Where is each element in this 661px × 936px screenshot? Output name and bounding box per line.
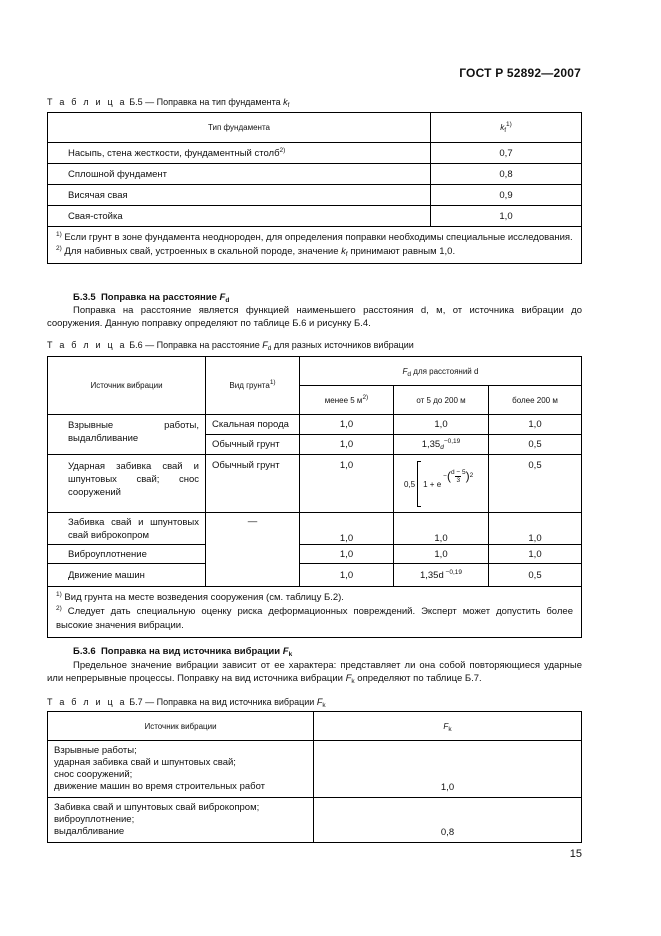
page-number: 15: [569, 848, 582, 860]
table-header: Источник вибрации: [48, 357, 206, 415]
table-row: Ударная забивка свай и шпунтовых свай; снос сооружений Обычный грунт 1,0 0,5 1 + e − ( d − 5 3 ) 2 0,5: [48, 455, 582, 513]
note-1: $^{1)}$ Вид грунта на месте возведения сооружения (см. таблицу Б.2).: [56, 591, 344, 603]
note-1: $^{1)}$ Если грунт в зоне фундамента неоднороден, для определения поправки необходимы специальные исследования.: [56, 231, 573, 243]
table-header: $k_f^{1)}$: [431, 113, 582, 143]
table-header: менее 5 $м^{2)}$: [300, 386, 394, 415]
distance-formula: 0,5 1 + e − ( d − 5 3 ) 2: [404, 459, 486, 509]
table-header: Источник вибрации: [48, 712, 314, 741]
table-row: Движение машин 1,0 1,35d $^{-0,19}$ 0,5: [48, 564, 582, 587]
table-row: Виброуплотнение 1,0 1,0 1,0: [48, 545, 582, 564]
table-notes: [48, 587, 582, 638]
table-row: Взрывные работы; ударная забивка свай и шпунтовых свай; снос сооружений; движение машин во время строительных работ 1,0: [48, 741, 582, 798]
table-b6: [47, 356, 582, 638]
table-b7: [47, 711, 582, 843]
table-b6-caption: Т а б л и ц а Б.6 — Поправка на расстояние $F_d$ для разных источников вибрации: [47, 340, 414, 352]
table-row: Насыпь, стена жесткости, фундаментный столб$^{2)}$ 0,7: [48, 143, 582, 164]
table-row: Взрывные работы, выдалбливание Скальная порода 1,0 1,0 1,0: [48, 415, 582, 435]
table-header: более 200 м: [489, 386, 582, 415]
table-b5: [47, 112, 582, 264]
document-code: ГОСТ Р 52892—2007: [459, 66, 581, 80]
section-b35-title: Б.3.5 Поправка на расстояние $F_d$: [73, 292, 230, 304]
note-2: $^{2)}$ Следует дать специальную оценку риска деформационных повреждений. Эксперт может допустить более высокие значения вибрации.: [56, 605, 573, 631]
table-row: Забивка свай и шпунтовых свай виброкопром; виброуплотнение; выдалбливание 0,8: [48, 798, 582, 843]
table-row: Обычный грунт 1,0 $1,35_d^{-0,19}$ 0,5: [48, 435, 582, 455]
section-b36-text: Предельное значение вибрации зависит от ее характера: представляет ли она собой повторяющиеся ударные или непрерывные процессы. Поправку на вид источника вибрации $F_k$ определяют по таблице Б.7.: [47, 660, 582, 685]
table-row: Сплошной фундамент 0,8: [48, 164, 582, 185]
table-row: Свая-стойка 1,0: [48, 206, 582, 227]
note-2: $^{2)}$ Для набивных свай, устроенных в скальной породе, значение $k_f$ принимают равным 1,0.: [56, 245, 456, 258]
table-b7-caption: Т а б л и ц а Б.7 — Поправка на вид источника вибрации $F_k$: [47, 697, 326, 709]
formula-cell: [394, 455, 489, 513]
table-row: Забивка свай и шпунтовых свай виброкопром — 1,0 1,0 1,0: [48, 513, 582, 545]
table-row: Висячая свая 0,9: [48, 185, 582, 206]
table-header: $F_k$: [314, 712, 582, 741]
section-b36-title: Б.3.6 Поправка на вид источника вибрации $F_k$: [73, 646, 293, 658]
table-header: от 5 до 200 м: [394, 386, 489, 415]
table-header: Тип фундамента: [48, 113, 431, 143]
table-header: $F_d$ для расстояний d: [300, 357, 582, 386]
table-notes: [48, 227, 582, 264]
section-b35-text: Поправка на расстояние является функцией наименьшего расстояния d, м, от источника вибрации до сооружения. Данную поправку определяют по таблице Б.6 и рисунку Б.4.: [47, 305, 582, 329]
table-b5-caption: Т а б л и ц а Б.5 — Поправка на тип фундамента $k_f$: [47, 97, 290, 109]
table-header: Вид грунта$^{1)}$: [206, 357, 300, 415]
